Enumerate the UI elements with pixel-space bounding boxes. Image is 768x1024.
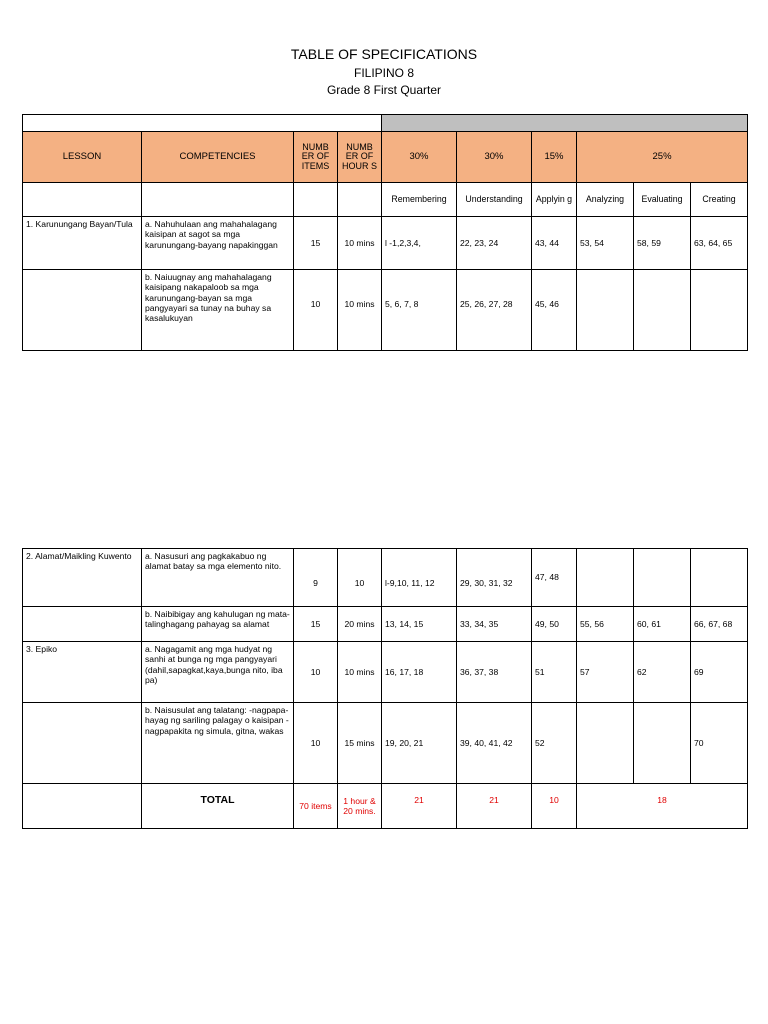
understanding-cell: 33, 34, 35: [457, 607, 532, 642]
header-pct-remembering: 30%: [382, 132, 457, 183]
top-band-row: [23, 115, 748, 132]
hours-cell: 10 mins: [338, 642, 382, 703]
competency-cell: a. Nasusuri ang pagkakabuo ng alamat batay sa mga elemento nito.: [142, 549, 294, 607]
total-understanding: [457, 784, 532, 829]
total-understanding-value: 21: [489, 794, 499, 805]
analyzing-cell: [577, 270, 634, 351]
total-label-text: TOTAL: [200, 793, 235, 806]
total-remembering-value: 21: [414, 794, 424, 805]
items-cell: 10: [294, 703, 338, 784]
table-row: [23, 642, 748, 703]
evaluating-cell: 58, 59: [634, 217, 691, 270]
creating-cell: 70: [691, 703, 748, 784]
understanding-cell: 22, 23, 24: [457, 217, 532, 270]
creating-cell: 66, 67, 68: [691, 607, 748, 642]
analyzing-cell: 57: [577, 642, 634, 703]
applying-cell: 43, 44: [532, 217, 577, 270]
understanding-value: 25, 26, 27, 28: [460, 298, 513, 309]
items-cell: 15: [294, 217, 338, 270]
understanding-cell: 29, 30, 31, 32: [457, 549, 532, 607]
items-value: 10: [310, 298, 321, 309]
table-row: [23, 703, 748, 784]
applying-cell: 49, 50: [532, 607, 577, 642]
competency-cell: b. Naiuugnay ang mahahalagang kaisipang nakapaloob sa mga karunungang-bayan sa mga pangyayari sa tunay na buhay sa kasalukuyan: [142, 270, 294, 351]
level-applying: Applyin g: [532, 183, 577, 217]
understanding-cell: 39, 40, 41, 42: [457, 703, 532, 784]
level-understanding: Understanding: [457, 183, 532, 217]
hours-cell: [338, 270, 382, 351]
specifications-table-part2: [22, 548, 748, 829]
applying-cell: [532, 270, 577, 351]
applying-cell: 47, 48: [532, 549, 577, 607]
remembering-cell: l-9,10, 11, 12: [382, 549, 457, 607]
header-row: [23, 132, 748, 183]
remembering-cell: 13, 14, 15: [382, 607, 457, 642]
table-row: [23, 549, 748, 607]
evaluating-cell: 62: [634, 642, 691, 703]
remembering-cell: [382, 270, 457, 351]
items-cell: [294, 270, 338, 351]
total-blank: [23, 784, 142, 829]
analyzing-cell: [577, 703, 634, 784]
applying-value: 45, 46: [535, 298, 559, 309]
understanding-cell: 36, 37, 38: [457, 642, 532, 703]
remembering-value: 5, 6, 7, 8: [385, 298, 419, 309]
creating-cell: 63, 64, 65: [691, 217, 748, 270]
total-items: 70 items: [294, 784, 338, 829]
competency-cell: a. Nagagamit ang mga hudyat ng sanhi at bunga ng mga pangyayari (dahil,sapagkat,kaya,bunga nito, iba pa): [142, 642, 294, 703]
applying-cell: 52: [532, 703, 577, 784]
header-pct-understanding: 30%: [457, 132, 532, 183]
creating-cell: [691, 549, 748, 607]
levels-blank: [23, 183, 142, 217]
level-creating: Creating: [691, 183, 748, 217]
lesson-cell: [23, 607, 142, 642]
lesson-cell: 2. Alamat/Maikling Kuwento: [23, 549, 142, 607]
analyzing-cell: [577, 549, 634, 607]
competency-cell: a. Nahuhulaan ang mahahalagang kaisipan at sagot sa mga karunungang-bayang napakinggan: [142, 217, 294, 270]
levels-row: [23, 183, 748, 217]
total-higher-order-value: 18: [657, 794, 667, 805]
analyzing-cell: 53, 54: [577, 217, 634, 270]
remembering-cell: 16, 17, 18: [382, 642, 457, 703]
total-hours: 1 hour & 20 mins.: [338, 784, 382, 829]
top-band-blank: [23, 115, 382, 132]
understanding-cell: [457, 270, 532, 351]
items-cell: 15: [294, 607, 338, 642]
total-applying: [532, 784, 577, 829]
specifications-table-part1: [22, 114, 748, 351]
evaluating-cell: 60, 61: [634, 607, 691, 642]
competency-cell: b. Naisusulat ang talatang: -nagpapa-hayag ng sariling palagay o kaisipan -nagpapakita ng simula, gitna, wakas: [142, 703, 294, 784]
table-row: [23, 217, 748, 270]
hours-cell: 20 mins: [338, 607, 382, 642]
lesson-cell: [23, 703, 142, 784]
level-evaluating: Evaluating: [634, 183, 691, 217]
hours-cell: 10 mins: [338, 217, 382, 270]
applying-cell: 51: [532, 642, 577, 703]
header-competencies: COMPETENCIES: [142, 132, 294, 183]
top-band-gray: [382, 115, 748, 132]
levels-blank: [338, 183, 382, 217]
competency-cell: b. Naibibigay ang kahulugan ng mata-talinghagang pahayag sa alamat: [142, 607, 294, 642]
level-remembering: Remembering: [382, 183, 457, 217]
levels-blank: [142, 183, 294, 217]
table-row: [23, 607, 748, 642]
header-number-of-items: NUMB ER OF ITEMS: [294, 132, 338, 183]
total-applying-value: 10: [549, 794, 559, 805]
remembering-cell: l -1,2,3,4,: [382, 217, 457, 270]
header-pct-applying: 15%: [532, 132, 577, 183]
evaluating-cell: [634, 270, 691, 351]
lesson-cell: 3. Epiko: [23, 642, 142, 703]
levels-blank: [294, 183, 338, 217]
evaluating-cell: [634, 703, 691, 784]
creating-cell: 69: [691, 642, 748, 703]
creating-cell: [691, 270, 748, 351]
lesson-cell: [23, 270, 142, 351]
hours-value: 10 mins: [344, 298, 375, 309]
total-higher-order: [577, 784, 748, 829]
total-remembering: [382, 784, 457, 829]
items-cell: 10: [294, 642, 338, 703]
hours-cell: 15 mins: [338, 703, 382, 784]
analyzing-cell: 55, 56: [577, 607, 634, 642]
lesson-cell: 1. Karunungang Bayan/Tula: [23, 217, 142, 270]
remembering-cell: 19, 20, 21: [382, 703, 457, 784]
document-title: TABLE OF SPECIFICATIONS: [290, 46, 478, 62]
subject-title: FILIPINO 8: [353, 66, 415, 80]
table-row: [23, 270, 748, 351]
evaluating-cell: [634, 549, 691, 607]
grade-quarter: Grade 8 First Quarter: [326, 83, 442, 97]
level-analyzing: Analyzing: [577, 183, 634, 217]
total-label: [142, 784, 294, 829]
items-cell: 9: [294, 549, 338, 607]
header-pct-higher-order: 25%: [577, 132, 748, 183]
header-number-of-hours: NUMB ER OF HOUR S: [338, 132, 382, 183]
header-lesson: LESSON: [23, 132, 142, 183]
hours-cell: 10: [338, 549, 382, 607]
total-row: [23, 784, 748, 829]
